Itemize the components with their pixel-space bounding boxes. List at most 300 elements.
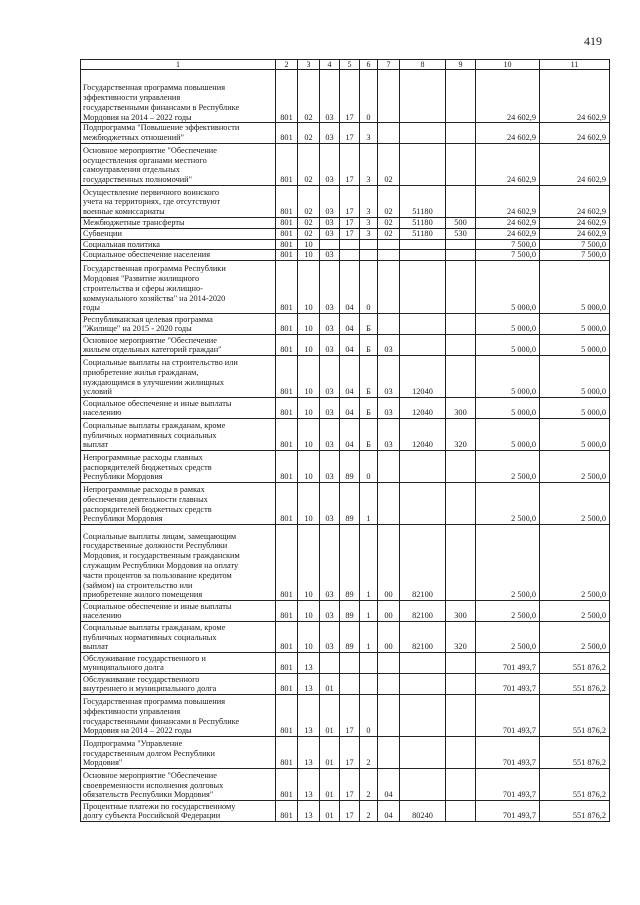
code-cell bbox=[378, 239, 400, 250]
table-row bbox=[81, 261, 610, 314]
code-cell: 01 bbox=[320, 695, 340, 737]
code-cell: 801 bbox=[276, 674, 298, 695]
row-description: Социальная политика bbox=[81, 239, 276, 250]
code-cell: 03 bbox=[320, 228, 340, 239]
code-cell bbox=[340, 674, 360, 695]
code-cell: 51180 bbox=[400, 186, 446, 218]
amount-cell: 5 000,0 bbox=[476, 356, 540, 398]
amount-cell: 701 493,7 bbox=[476, 653, 540, 674]
amount-cell: 24 602,9 bbox=[540, 123, 610, 144]
code-cell: 801 bbox=[276, 123, 298, 144]
amount-cell: 701 493,7 bbox=[476, 769, 540, 801]
amount-cell: 2 500,0 bbox=[476, 525, 540, 601]
code-cell bbox=[446, 314, 476, 335]
amount-cell: 2 500,0 bbox=[476, 601, 540, 622]
code-cell bbox=[400, 123, 446, 144]
column-header: 7 bbox=[378, 60, 400, 70]
code-cell: 500 bbox=[446, 218, 476, 229]
amount-cell: 2 500,0 bbox=[540, 483, 610, 525]
amount-cell: 7 500,0 bbox=[476, 250, 540, 261]
code-cell: Б bbox=[360, 419, 378, 451]
code-cell: 03 bbox=[320, 335, 340, 356]
row-description: Социальные выплаты на строительство или приобретение жилья гражданам, нуждающимся в улучшении жилищных условий bbox=[81, 356, 276, 398]
amount-cell: 5 000,0 bbox=[476, 398, 540, 419]
amount-cell: 5 000,0 bbox=[540, 398, 610, 419]
code-cell bbox=[378, 250, 400, 261]
code-cell: 02 bbox=[378, 186, 400, 218]
amount-cell: 5 000,0 bbox=[540, 314, 610, 335]
code-cell: 03 bbox=[320, 356, 340, 398]
code-cell bbox=[446, 123, 476, 144]
code-cell: 89 bbox=[340, 601, 360, 622]
code-cell: 801 bbox=[276, 695, 298, 737]
budget-table bbox=[80, 59, 610, 822]
code-cell: 01 bbox=[320, 737, 340, 769]
code-cell: 17 bbox=[340, 144, 360, 186]
code-cell bbox=[446, 525, 476, 601]
amount-cell: 701 493,7 bbox=[476, 801, 540, 822]
table-row bbox=[81, 801, 610, 822]
table-row bbox=[81, 525, 610, 601]
code-cell bbox=[320, 239, 340, 250]
code-cell bbox=[378, 695, 400, 737]
code-cell bbox=[400, 653, 446, 674]
code-cell: 801 bbox=[276, 218, 298, 229]
code-cell bbox=[400, 144, 446, 186]
code-cell bbox=[340, 250, 360, 261]
table-header-row bbox=[81, 60, 610, 70]
code-cell bbox=[378, 123, 400, 144]
table-row bbox=[81, 695, 610, 737]
code-cell: 17 bbox=[340, 70, 360, 123]
code-cell: 801 bbox=[276, 144, 298, 186]
row-description: Субвенции bbox=[81, 228, 276, 239]
code-cell: 02 bbox=[378, 218, 400, 229]
column-header: 10 bbox=[476, 60, 540, 70]
code-cell bbox=[400, 261, 446, 314]
code-cell bbox=[446, 451, 476, 483]
amount-cell: 24 602,9 bbox=[540, 218, 610, 229]
amount-cell: 24 602,9 bbox=[476, 218, 540, 229]
amount-cell: 24 602,9 bbox=[476, 123, 540, 144]
code-cell: 801 bbox=[276, 250, 298, 261]
code-cell bbox=[400, 737, 446, 769]
code-cell: 03 bbox=[320, 525, 340, 601]
amount-cell: 701 493,7 bbox=[476, 737, 540, 769]
column-header: 1 bbox=[81, 60, 276, 70]
code-cell bbox=[378, 674, 400, 695]
amount-cell: 551 876,2 bbox=[540, 737, 610, 769]
code-cell: 01 bbox=[320, 674, 340, 695]
amount-cell: 5 000,0 bbox=[540, 261, 610, 314]
code-cell: 03 bbox=[320, 398, 340, 419]
code-cell: 02 bbox=[378, 228, 400, 239]
code-cell: 17 bbox=[340, 186, 360, 218]
code-cell: 82100 bbox=[400, 601, 446, 622]
code-cell bbox=[378, 70, 400, 123]
code-cell bbox=[378, 483, 400, 525]
code-cell bbox=[400, 451, 446, 483]
code-cell: 03 bbox=[320, 123, 340, 144]
table-row bbox=[81, 335, 610, 356]
code-cell: 03 bbox=[320, 419, 340, 451]
table-row bbox=[81, 419, 610, 451]
code-cell bbox=[340, 239, 360, 250]
code-cell: 01 bbox=[320, 769, 340, 801]
table-row bbox=[81, 239, 610, 250]
amount-cell: 2 500,0 bbox=[540, 451, 610, 483]
amount-cell: 24 602,9 bbox=[540, 144, 610, 186]
table-row bbox=[81, 483, 610, 525]
table-row bbox=[81, 250, 610, 261]
code-cell: 04 bbox=[340, 314, 360, 335]
column-header: 4 bbox=[320, 60, 340, 70]
row-description: Социальные выплаты лицам, замещающим государственные должности Республики Мордовия, и государственным гражданским служащим Республики Мордовия на оплату части процентов за пользование кредитом (займом) на строительство или приобретение жилого помещения bbox=[81, 525, 276, 601]
row-description: Социальные выплаты гражданам, кроме публичных нормативных социальных выплат bbox=[81, 622, 276, 653]
amount-cell: 24 602,9 bbox=[476, 70, 540, 123]
row-description: Социальные выплаты гражданам, кроме публичных нормативных социальных выплат bbox=[81, 419, 276, 451]
code-cell: 02 bbox=[298, 218, 320, 229]
code-cell bbox=[400, 250, 446, 261]
code-cell: 530 bbox=[446, 228, 476, 239]
code-cell: 03 bbox=[320, 261, 340, 314]
code-cell bbox=[400, 335, 446, 356]
code-cell: 0 bbox=[360, 261, 378, 314]
row-description: Подпрограмма "Повышение эффективности межбюджетных отношений" bbox=[81, 123, 276, 144]
column-header: 8 bbox=[400, 60, 446, 70]
code-cell: 13 bbox=[298, 674, 320, 695]
amount-cell: 551 876,2 bbox=[540, 653, 610, 674]
code-cell: 13 bbox=[298, 801, 320, 822]
code-cell: 17 bbox=[340, 228, 360, 239]
amount-cell: 551 876,2 bbox=[540, 695, 610, 737]
code-cell bbox=[378, 314, 400, 335]
code-cell: 801 bbox=[276, 398, 298, 419]
amount-cell: 24 602,9 bbox=[476, 186, 540, 218]
code-cell: 80240 bbox=[400, 801, 446, 822]
row-description: Основное мероприятие "Обеспечение осуществления органами местного самоуправления отдельных государственных полномочий" bbox=[81, 144, 276, 186]
code-cell bbox=[446, 737, 476, 769]
amount-cell: 701 493,7 bbox=[476, 695, 540, 737]
row-description: Обслуживание государственного внутреннего и муниципального долга bbox=[81, 674, 276, 695]
code-cell: 82100 bbox=[400, 525, 446, 601]
code-cell bbox=[446, 239, 476, 250]
code-cell: 1 bbox=[360, 622, 378, 653]
code-cell: 02 bbox=[298, 144, 320, 186]
amount-cell: 551 876,2 bbox=[540, 769, 610, 801]
column-header: 11 bbox=[540, 60, 610, 70]
code-cell: 10 bbox=[298, 335, 320, 356]
code-cell: 801 bbox=[276, 483, 298, 525]
code-cell bbox=[400, 674, 446, 695]
code-cell: 03 bbox=[320, 483, 340, 525]
code-cell bbox=[446, 261, 476, 314]
code-cell: 2 bbox=[360, 769, 378, 801]
code-cell bbox=[446, 186, 476, 218]
code-cell: 320 bbox=[446, 622, 476, 653]
amount-cell: 2 500,0 bbox=[540, 601, 610, 622]
row-description: Основное мероприятие "Обеспечение своевременности исполнения долговых обязательств Республики Мордовия" bbox=[81, 769, 276, 801]
code-cell bbox=[378, 261, 400, 314]
amount-cell: 5 000,0 bbox=[540, 419, 610, 451]
code-cell: 00 bbox=[378, 601, 400, 622]
row-description: Межбюджетные трансферты bbox=[81, 218, 276, 229]
code-cell: 801 bbox=[276, 335, 298, 356]
row-description: Государственная программа повышения эффективности управления государственными финансами в Республике Мордовия на 2014 – 2022 годы bbox=[81, 695, 276, 737]
code-cell bbox=[360, 653, 378, 674]
amount-cell: 2 500,0 bbox=[540, 622, 610, 653]
amount-cell: 701 493,7 bbox=[476, 674, 540, 695]
table-row bbox=[81, 70, 610, 123]
code-cell: 801 bbox=[276, 356, 298, 398]
code-cell: 04 bbox=[340, 356, 360, 398]
code-cell: 12040 bbox=[400, 419, 446, 451]
code-cell: 300 bbox=[446, 601, 476, 622]
code-cell bbox=[400, 695, 446, 737]
code-cell: 801 bbox=[276, 228, 298, 239]
code-cell: 300 bbox=[446, 398, 476, 419]
amount-cell: 551 876,2 bbox=[540, 801, 610, 822]
row-description: Республиканская целевая программа "Жилище" на 2015 - 2020 годы bbox=[81, 314, 276, 335]
code-cell: 03 bbox=[378, 398, 400, 419]
code-cell: 13 bbox=[298, 769, 320, 801]
code-cell: 10 bbox=[298, 483, 320, 525]
row-description: Непрограммные расходы в рамках обеспечения деятельности главных распорядителей бюджетных средств Республики Мордовия bbox=[81, 483, 276, 525]
code-cell bbox=[400, 483, 446, 525]
code-cell: 03 bbox=[320, 186, 340, 218]
code-cell: 10 bbox=[298, 601, 320, 622]
code-cell: 2 bbox=[360, 801, 378, 822]
row-description: Социальное обеспечение и иные выплаты населению bbox=[81, 398, 276, 419]
code-cell bbox=[446, 250, 476, 261]
code-cell: 02 bbox=[298, 186, 320, 218]
code-cell: 10 bbox=[298, 261, 320, 314]
code-cell: 10 bbox=[298, 356, 320, 398]
row-description: Подпрограмма "Управление государственным долгом Республики Мордовия" bbox=[81, 737, 276, 769]
code-cell: 13 bbox=[298, 695, 320, 737]
code-cell: 03 bbox=[320, 70, 340, 123]
row-description: Основное мероприятие "Обеспечение жильем отдельных категорий граждан" bbox=[81, 335, 276, 356]
code-cell: 03 bbox=[320, 451, 340, 483]
code-cell bbox=[446, 653, 476, 674]
code-cell: 03 bbox=[320, 601, 340, 622]
code-cell bbox=[378, 653, 400, 674]
code-cell: 03 bbox=[320, 314, 340, 335]
code-cell bbox=[446, 335, 476, 356]
code-cell bbox=[400, 239, 446, 250]
code-cell: 04 bbox=[340, 261, 360, 314]
code-cell: 3 bbox=[360, 144, 378, 186]
code-cell: 03 bbox=[320, 250, 340, 261]
row-description: Социальное обеспечение населения bbox=[81, 250, 276, 261]
code-cell: 801 bbox=[276, 70, 298, 123]
amount-cell: 5 000,0 bbox=[476, 335, 540, 356]
code-cell: Б bbox=[360, 356, 378, 398]
code-cell bbox=[378, 737, 400, 769]
amount-cell: 2 500,0 bbox=[476, 622, 540, 653]
row-description: Государственная программа повышения эффективности управления государственными финансами в Республике Мордовия на 2014 – 2022 годы bbox=[81, 70, 276, 123]
code-cell: 3 bbox=[360, 228, 378, 239]
code-cell: 03 bbox=[320, 144, 340, 186]
code-cell: 1 bbox=[360, 483, 378, 525]
amount-cell: 24 602,9 bbox=[540, 186, 610, 218]
code-cell: 0 bbox=[360, 451, 378, 483]
code-cell bbox=[400, 70, 446, 123]
column-header: 6 bbox=[360, 60, 378, 70]
amount-cell: 7 500,0 bbox=[540, 239, 610, 250]
amount-cell: 5 000,0 bbox=[476, 261, 540, 314]
code-cell: 82100 bbox=[400, 622, 446, 653]
amount-cell: 5 000,0 bbox=[540, 335, 610, 356]
code-cell: 03 bbox=[378, 419, 400, 451]
amount-cell: 24 602,9 bbox=[540, 70, 610, 123]
code-cell bbox=[320, 653, 340, 674]
column-header: 9 bbox=[446, 60, 476, 70]
table-row bbox=[81, 398, 610, 419]
code-cell: 89 bbox=[340, 451, 360, 483]
code-cell: 801 bbox=[276, 737, 298, 769]
table-row bbox=[81, 356, 610, 398]
code-cell: 3 bbox=[360, 123, 378, 144]
code-cell: 17 bbox=[340, 218, 360, 229]
code-cell: 12040 bbox=[400, 356, 446, 398]
code-cell bbox=[446, 769, 476, 801]
row-description: Непрограммные расходы главных распорядителей бюджетных средств Республики Мордовия bbox=[81, 451, 276, 483]
amount-cell: 24 602,9 bbox=[540, 228, 610, 239]
code-cell: 801 bbox=[276, 769, 298, 801]
code-cell: 03 bbox=[378, 335, 400, 356]
code-cell: Б bbox=[360, 398, 378, 419]
code-cell: 320 bbox=[446, 419, 476, 451]
code-cell bbox=[360, 239, 378, 250]
code-cell: 3 bbox=[360, 186, 378, 218]
code-cell: 89 bbox=[340, 483, 360, 525]
table-row bbox=[81, 601, 610, 622]
code-cell bbox=[446, 70, 476, 123]
code-cell: 17 bbox=[340, 123, 360, 144]
amount-cell: 2 500,0 bbox=[476, 483, 540, 525]
code-cell: 17 bbox=[340, 695, 360, 737]
code-cell: 801 bbox=[276, 601, 298, 622]
code-cell: 02 bbox=[298, 70, 320, 123]
code-cell: 1 bbox=[360, 525, 378, 601]
row-description: Осуществление первичного воинского учета на территориях, где отсутствуют военные комиссариаты bbox=[81, 186, 276, 218]
code-cell: 801 bbox=[276, 186, 298, 218]
table-row bbox=[81, 144, 610, 186]
amount-cell: 7 500,0 bbox=[476, 239, 540, 250]
table-row bbox=[81, 123, 610, 144]
code-cell: 801 bbox=[276, 622, 298, 653]
code-cell: 801 bbox=[276, 314, 298, 335]
row-description: Обслуживание государственного и муниципального долга bbox=[81, 653, 276, 674]
amount-cell: 2 500,0 bbox=[540, 525, 610, 601]
amount-cell: 24 602,9 bbox=[476, 228, 540, 239]
code-cell bbox=[400, 769, 446, 801]
code-cell: 0 bbox=[360, 70, 378, 123]
code-cell: 10 bbox=[298, 525, 320, 601]
amount-cell: 551 876,2 bbox=[540, 674, 610, 695]
code-cell bbox=[446, 674, 476, 695]
amount-cell: 2 500,0 bbox=[476, 451, 540, 483]
code-cell: 04 bbox=[378, 769, 400, 801]
code-cell: 12040 bbox=[400, 398, 446, 419]
table-row bbox=[81, 622, 610, 653]
code-cell: 04 bbox=[340, 335, 360, 356]
code-cell: 51180 bbox=[400, 218, 446, 229]
code-cell: 801 bbox=[276, 419, 298, 451]
code-cell: 02 bbox=[378, 144, 400, 186]
code-cell: 02 bbox=[298, 228, 320, 239]
code-cell bbox=[360, 250, 378, 261]
code-cell: 17 bbox=[340, 737, 360, 769]
code-cell: Б bbox=[360, 335, 378, 356]
code-cell: 801 bbox=[276, 525, 298, 601]
amount-cell: 5 000,0 bbox=[476, 419, 540, 451]
column-header: 5 bbox=[340, 60, 360, 70]
code-cell: 10 bbox=[298, 398, 320, 419]
table-row bbox=[81, 314, 610, 335]
code-cell: 0 bbox=[360, 695, 378, 737]
code-cell: 10 bbox=[298, 250, 320, 261]
table-row bbox=[81, 653, 610, 674]
code-cell: 89 bbox=[340, 622, 360, 653]
table-row bbox=[81, 737, 610, 769]
code-cell: 10 bbox=[298, 239, 320, 250]
amount-cell: 7 500,0 bbox=[540, 250, 610, 261]
code-cell bbox=[446, 356, 476, 398]
code-cell: 03 bbox=[378, 356, 400, 398]
code-cell: 89 bbox=[340, 525, 360, 601]
code-cell: 00 bbox=[378, 525, 400, 601]
code-cell: 2 bbox=[360, 737, 378, 769]
code-cell bbox=[340, 653, 360, 674]
code-cell: 13 bbox=[298, 653, 320, 674]
code-cell: 02 bbox=[298, 123, 320, 144]
code-cell: 03 bbox=[320, 218, 340, 229]
column-header: 3 bbox=[298, 60, 320, 70]
code-cell: 51180 bbox=[400, 228, 446, 239]
code-cell: 801 bbox=[276, 801, 298, 822]
code-cell: 04 bbox=[340, 419, 360, 451]
amount-cell: 5 000,0 bbox=[540, 356, 610, 398]
code-cell bbox=[360, 674, 378, 695]
code-cell: 13 bbox=[298, 737, 320, 769]
code-cell: 801 bbox=[276, 239, 298, 250]
table-row bbox=[81, 218, 610, 229]
table-row bbox=[81, 451, 610, 483]
code-cell: 17 bbox=[340, 769, 360, 801]
code-cell bbox=[446, 801, 476, 822]
code-cell: 17 bbox=[340, 801, 360, 822]
code-cell: 10 bbox=[298, 419, 320, 451]
code-cell: 801 bbox=[276, 261, 298, 314]
row-description: Государственная программа Республики Мордовия "Развитие жилищного строительства и сферы жилищно- коммунального хозяйства" на 2014-2020 годы bbox=[81, 261, 276, 314]
code-cell bbox=[446, 483, 476, 525]
amount-cell: 24 602,9 bbox=[476, 144, 540, 186]
code-cell: 10 bbox=[298, 451, 320, 483]
code-cell: Б bbox=[360, 314, 378, 335]
table-row bbox=[81, 186, 610, 218]
code-cell bbox=[446, 695, 476, 737]
amount-cell: 5 000,0 bbox=[476, 314, 540, 335]
code-cell bbox=[378, 451, 400, 483]
code-cell: 801 bbox=[276, 451, 298, 483]
row-description: Процентные платежи по государственному долгу субъекта Российской Федерации bbox=[81, 801, 276, 822]
code-cell: 3 bbox=[360, 218, 378, 229]
code-cell: 04 bbox=[340, 398, 360, 419]
row-description: Социальное обеспечение и иные выплаты населению bbox=[81, 601, 276, 622]
table-row bbox=[81, 228, 610, 239]
